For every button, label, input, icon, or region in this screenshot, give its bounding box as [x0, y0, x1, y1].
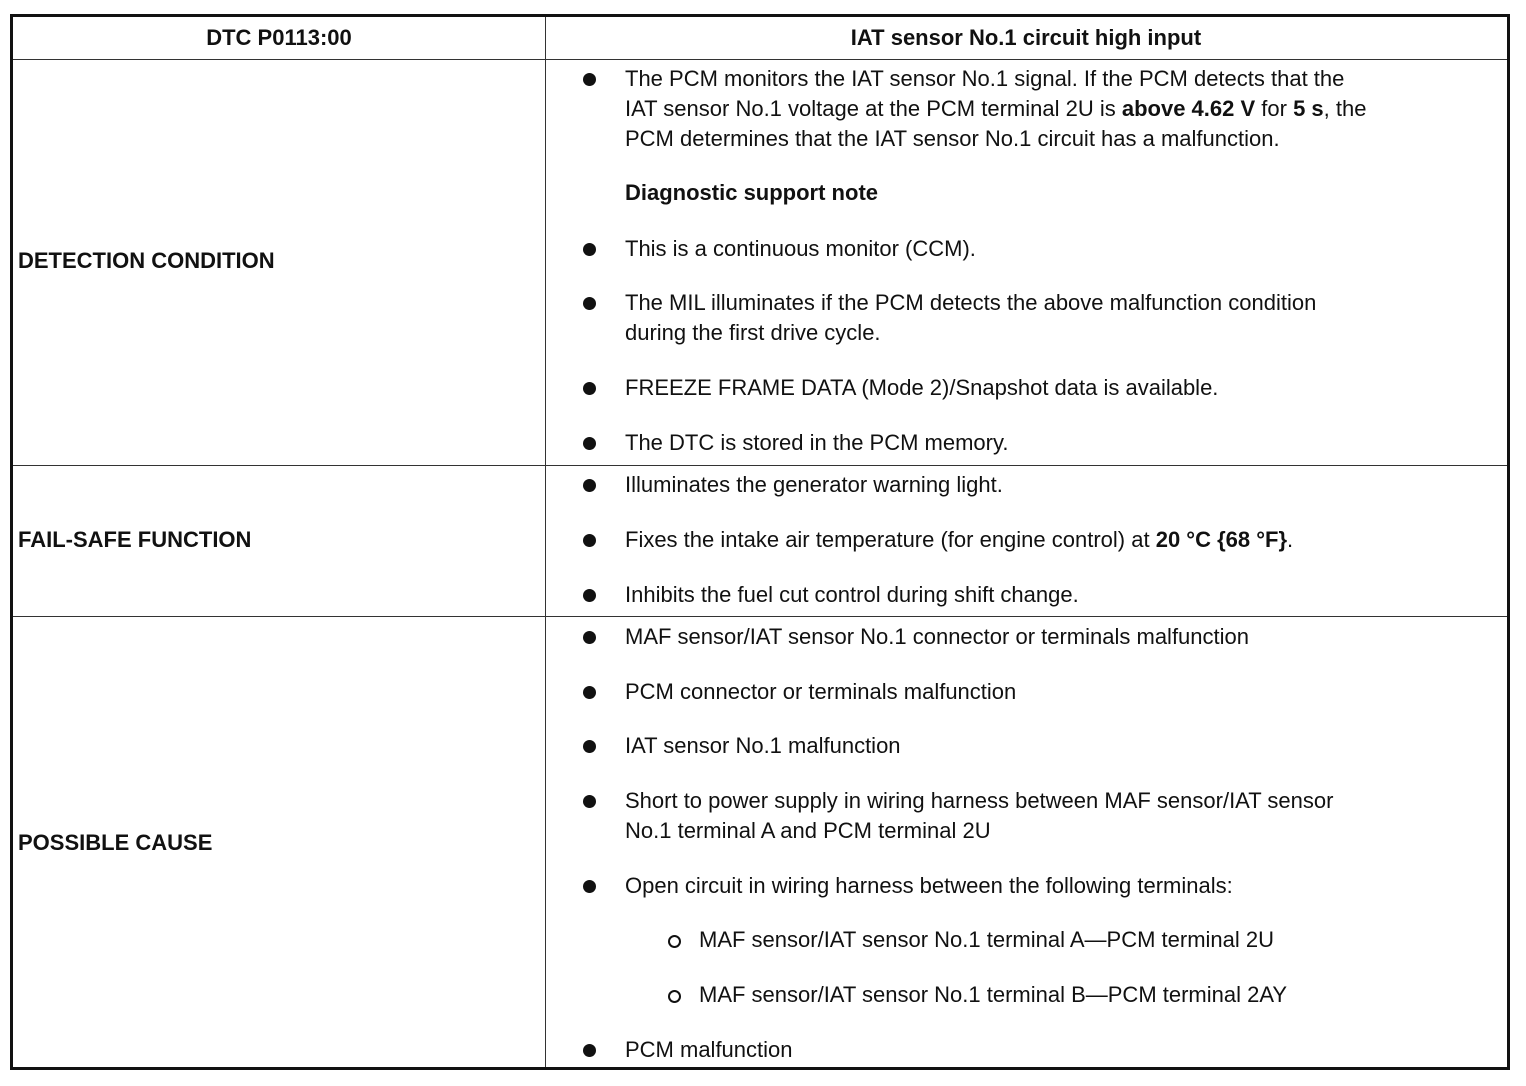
- failsafe-item-1: Illuminates the generator warning light.: [625, 472, 1003, 497]
- cause-item-6: PCM malfunction: [625, 1037, 793, 1062]
- row-divider-2: [13, 616, 1507, 617]
- cause-item-1: MAF sensor/IAT sensor No.1 connector or terminals malfunction: [625, 624, 1249, 649]
- detection-item-3: The MIL illuminates if the PCM detects the above malfunction condition during the first drive cycle.: [625, 290, 1317, 345]
- possible-cause-label: POSSIBLE CAUSE: [18, 830, 213, 855]
- bullet-icon: [583, 534, 596, 547]
- failsafe-item-3: Inhibits the fuel cut control during shift change.: [625, 582, 1079, 607]
- row-divider-1: [13, 465, 1507, 466]
- bullet-icon: [583, 880, 596, 893]
- cause-sub-item-2: MAF sensor/IAT sensor No.1 terminal B—PCM terminal 2AY: [699, 982, 1288, 1007]
- diagnostic-support-note: Diagnostic support note: [625, 180, 878, 205]
- cause-item-5: Open circuit in wiring harness between the following terminals:: [625, 873, 1233, 898]
- cause-sub-item-1: MAF sensor/IAT sensor No.1 terminal A—PCM terminal 2U: [699, 927, 1275, 952]
- failsafe-item-2: Fixes the intake air temperature (for engine control) at 20 °C {68 °F}.: [625, 527, 1294, 552]
- detection-item-2: This is a continuous monitor (CCM).: [625, 236, 976, 261]
- dtc-title-header: IAT sensor No.1 circuit high input: [850, 25, 1202, 50]
- bullet-icon: [583, 382, 596, 395]
- sub-bullet-icon: [668, 990, 681, 1003]
- bullet-icon: [583, 631, 596, 644]
- detection-condition-label: DETECTION CONDITION: [18, 248, 275, 273]
- bullet-icon: [583, 73, 596, 86]
- bullet-icon: [583, 589, 596, 602]
- dtc-code-header: DTC P0113:00: [206, 25, 352, 50]
- header-divider: [13, 59, 1507, 60]
- detection-item-1: The PCM monitors the IAT sensor No.1 signal. If the PCM detects that the IAT sensor No.1 voltage at the PCM terminal 2U is above 4.62 V for 5 s, the PCM determines that the IAT sensor No.1 circuit has a malfunction.: [625, 66, 1367, 151]
- cause-item-4: Short to power supply in wiring harness between MAF sensor/IAT sensor No.1 terminal A and PCM terminal 2U: [625, 788, 1334, 843]
- bullet-icon: [583, 437, 596, 450]
- bullet-icon: [583, 297, 596, 310]
- cause-item-2: PCM connector or terminals malfunction: [625, 679, 1017, 704]
- sub-bullet-icon: [668, 935, 681, 948]
- detection-item-4: FREEZE FRAME DATA (Mode 2)/Snapshot data is available.: [625, 375, 1219, 400]
- cause-item-3: IAT sensor No.1 malfunction: [625, 733, 901, 758]
- column-divider: [545, 17, 546, 1067]
- bullet-icon: [583, 1044, 596, 1057]
- bullet-icon: [583, 740, 596, 753]
- bullet-icon: [583, 479, 596, 492]
- bullet-icon: [583, 795, 596, 808]
- bullet-icon: [583, 243, 596, 256]
- fail-safe-function-label: FAIL-SAFE FUNCTION: [18, 527, 252, 552]
- bullet-icon: [583, 686, 596, 699]
- detection-item-5: The DTC is stored in the PCM memory.: [625, 430, 1009, 455]
